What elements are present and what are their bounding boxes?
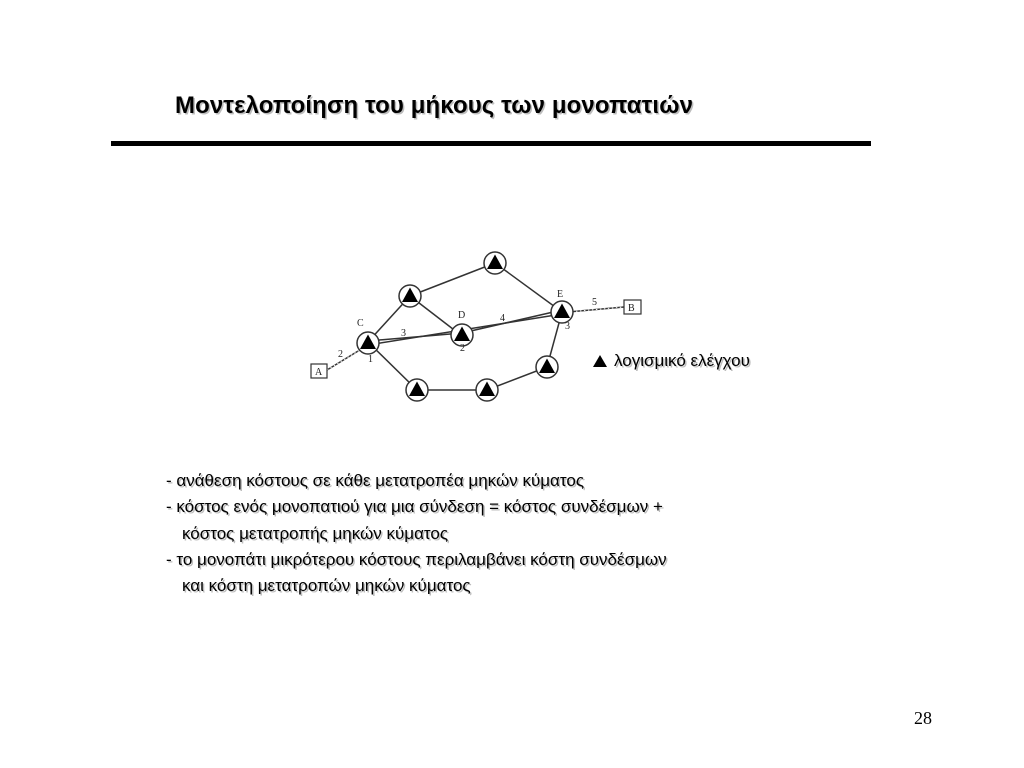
filled-triangle-icon bbox=[592, 354, 608, 368]
edge-eb-cost: 5 bbox=[592, 297, 597, 308]
node-d-label: D bbox=[458, 310, 466, 321]
node-n7 bbox=[536, 356, 558, 378]
legend-label: λογισμικό ελέγχου bbox=[614, 351, 750, 370]
edge-ac-cost: 2 bbox=[338, 349, 343, 360]
node-a-label: A bbox=[315, 367, 323, 378]
link-d-e bbox=[462, 310, 562, 333]
slide-title: Μοντελοποίηση του μήκους των μονοπατιών bbox=[175, 92, 694, 119]
node-b-label: B bbox=[628, 303, 635, 314]
bullet-item: - το μονοπάτι μικρότερου κόστους περιλαμβάνει κόστη συνδέσμων bbox=[166, 549, 667, 569]
node-c-label: C bbox=[357, 318, 364, 329]
node-e-label: E bbox=[557, 289, 564, 300]
edge-cd-cost: 3 bbox=[401, 328, 406, 339]
node-n6 bbox=[476, 379, 498, 401]
title-divider bbox=[111, 141, 871, 146]
bullet-continuation: κόστος μετατροπής μηκών κύματος bbox=[182, 523, 449, 543]
link-n2-e bbox=[495, 263, 562, 312]
edge-c-low-cost: 1 bbox=[368, 354, 373, 365]
bullet-item: - κόστος ενός μονοπατιού για μια σύνδεση = κόστος συνδέσμων + bbox=[166, 497, 663, 517]
edge-d-low-cost: 2 bbox=[460, 343, 465, 354]
node-n2 bbox=[484, 252, 506, 274]
bullet-continuation: και κόστη μετατροπών μηκών κύματος bbox=[182, 576, 471, 596]
legend bbox=[592, 351, 750, 371]
edge-e-low-cost: 3 bbox=[565, 321, 570, 332]
edge-de-cost: 4 bbox=[500, 313, 505, 324]
network-diagram bbox=[300, 245, 660, 415]
link-c-d bbox=[368, 333, 462, 341]
link-n1-n2 bbox=[410, 263, 495, 296]
node-e bbox=[551, 301, 573, 323]
node-n5 bbox=[406, 379, 428, 401]
node-c bbox=[357, 332, 379, 354]
bullet-list bbox=[166, 468, 667, 599]
page-number: 28 bbox=[914, 708, 932, 728]
bullet-item: - ανάθεση κόστους σε κάθε μετατροπέα μηκών κύματος bbox=[166, 471, 585, 490]
node-n1 bbox=[399, 285, 421, 307]
